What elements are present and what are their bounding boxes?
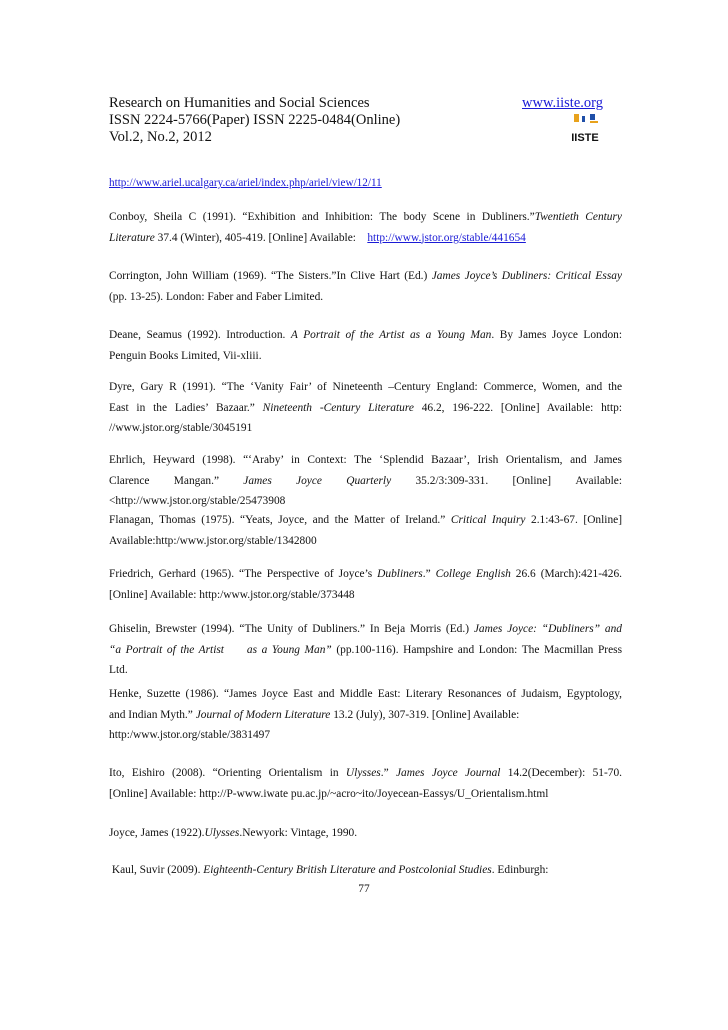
reference-corrington: Corrington, John William (1969). “The Sisters.”In Clive Hart (Ed.) James Joyce’s Dubliners: Critical Essay (pp. 13-25). London: Faber and Faber Limited.: [109, 270, 622, 303]
reference-ito: Ito, Eishiro (2008). “Orienting Orientalism in Ulysses.” James Joyce Journal 14.2(December): 51-70. [Online] Available: http://P-www.iwate pu.ac.jp/~acro~ito/Joyecean-Eassys/U_Orientalism.html: [109, 767, 622, 800]
reference-ehrlich: Ehrlich, Heyward (1998). “‘Araby’ in Context: The ‘Splendid Bazaar’, Irish Orientalism, and James Clarence Mangan.” James Joyce Quarterly 35.2/3:309-331. [Online] Available: <http://www.jstor.org/stable/25473908: [109, 454, 622, 507]
reference-flanagan: Flanagan, Thomas (1975). “Yeats, Joyce, and the Matter of Ireland.” Critical Inquiry 2.1:43-67. [Online] Available:http:/www.jstor.org/stable/1342800: [109, 514, 622, 547]
reference-deane: Deane, Seamus (1992). Introduction. A Portrait of the Artist as a Young Man. By James Joyce London: Penguin Books Limited, Vii-xliii.: [109, 329, 622, 362]
page-number: 77: [358, 883, 370, 895]
volume-line: Vol.2, No.2, 2012: [109, 129, 212, 145]
reference-joyce: Joyce, James (1922).Ulysses.Newyork: Vintage, 1990.: [109, 827, 358, 839]
journal-website-link[interactable]: www.iiste.org: [522, 95, 603, 111]
logo-text: IISTE: [571, 132, 599, 144]
reference-kaul: Kaul, Suvir (2009). Eighteenth-Century British Literature and Postcolonial Studies. Edinburgh:: [109, 864, 549, 876]
reference-dyre: Dyre, Gary R (1991). “The ‘Vanity Fair’ of Nineteenth –Century England: Commerce, Women, and the East in the Ladies’ Bazaar.” Nineteenth -Century Literature 46.2, 196-222. [Online] Available: http: //www.jstor.org/stable/3045191: [109, 381, 622, 434]
conboy-jstor-link[interactable]: http://www.jstor.org/stable/441654: [367, 231, 526, 244]
issn-line: ISSN 2224-5766(Paper) ISSN 2225-0484(Online): [109, 112, 401, 128]
reference-conboy: Conboy, Sheila C (1991). “Exhibition and Inhibition: The body Scene in Dubliners.”Twentieth Century Literature 37.4 (Winter), 405-419. [Online] Available: http://www.jstor.org/stable/441654: [109, 211, 622, 244]
reference-henke: Henke, Suzette (1986). “James Joyce East and Middle East: Literary Resonances of Judaism, Egyptology, and Indian Myth.” Journal of Modern Literature 13.2 (July), 307-319. [Online] Available: http:/www.jstor.org/stable/3831497: [109, 688, 622, 741]
iiste-logo: [568, 112, 602, 144]
journal-title: Research on Humanities and Social Sciences: [109, 95, 370, 111]
ariel-link[interactable]: http://www.ariel.ucalgary.ca/ariel/index.php/ariel/view/12/11: [109, 177, 382, 189]
reference-friedrich: Friedrich, Gerhard (1965). “The Perspective of Joyce’s Dubliners.” College English 26.6 (March):421-426. [Online] Available: http:/www.jstor.org/stable/373448: [109, 568, 622, 601]
reference-ghiselin: Ghiselin, Brewster (1994). “The Unity of Dubliners.” In Beja Morris (Ed.) James Joyce: “Dubliners” and “a Portrait of the Artist as a Young Man” (pp.100-116). Hampshire and London: The Macmillan Press Ltd.: [109, 623, 622, 676]
